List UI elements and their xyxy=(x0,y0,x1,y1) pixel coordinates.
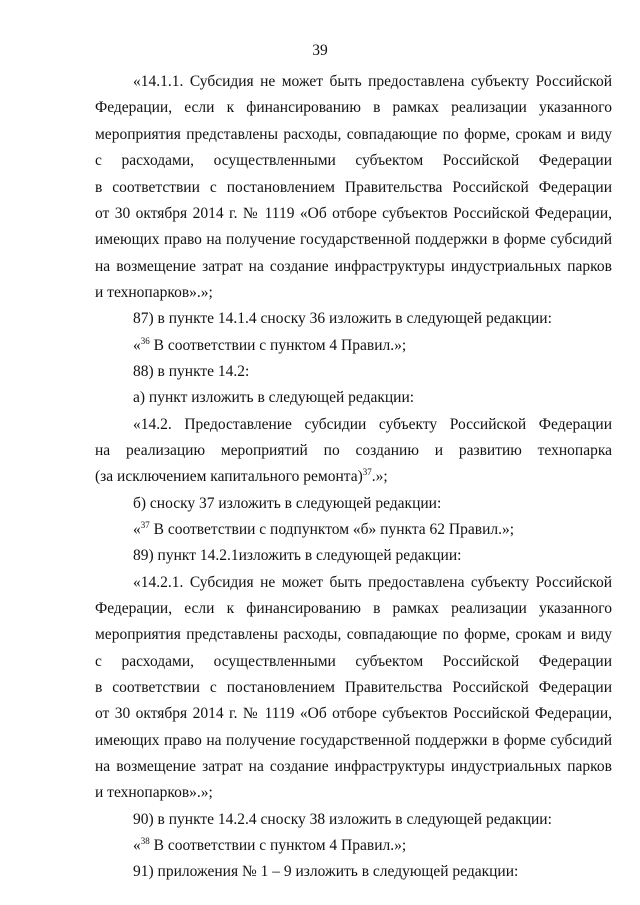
footnote-marker: 37 xyxy=(362,466,372,477)
footnote-line xyxy=(133,336,612,356)
paragraph-line: с расходами, осуществленными субъектом Российской Федерации xyxy=(95,152,612,169)
footnote-text: В соответствии с подпунктом «б» пункта 62 Правил.»; xyxy=(149,521,515,538)
paragraph-line: а) пункт изложить в следующей редакции: xyxy=(133,389,415,406)
paragraph-line: «14.1.1. Субсидия не может быть предоставлена субъекту Российской xyxy=(133,73,612,90)
paragraph-line: на возмещение затрат на создание инфраструктуры индустриальных парков xyxy=(95,258,612,275)
paragraph-line: имеющих право на получение государственной поддержки в форме субсидий xyxy=(95,732,612,749)
paragraph-line: «14.2.1. Субсидия не может быть предоставлена субъекту Российской xyxy=(133,574,612,591)
paragraph-line: в соответствии с постановлением Правительства Российской Федерации xyxy=(95,179,612,196)
footnote-open-quote: « xyxy=(133,837,141,854)
paragraph-line: и технопарков».»; xyxy=(95,284,213,301)
paragraph-text: (за исключением капитального ремонта) xyxy=(95,468,363,485)
paragraph-line: 88) в пункте 14.2: xyxy=(133,363,250,380)
paragraph-line: 90) в пункте 14.2.4 сноску 38 изложить в следующей редакции: xyxy=(133,811,552,828)
paragraph-line: от 30 октября 2014 г. № 1119 «Об отборе субъектов Российской Федерации, xyxy=(95,205,612,222)
paragraph-line: в соответствии с постановлением Правительства Российской Федерации xyxy=(95,679,612,696)
paragraph-line: 89) пункт 14.2.1изложить в следующей редакции: xyxy=(133,547,462,564)
paragraph-line: 87) в пункте 14.1.4 сноску 36 изложить в следующей редакции: xyxy=(133,310,552,327)
footnote-marker: 36 xyxy=(140,335,150,346)
footnote-line xyxy=(133,520,612,540)
paragraph-line: на реализацию мероприятий по созданию и развитию технопарка xyxy=(95,442,612,459)
paragraph-line: имеющих право на получение государственной поддержки в форме субсидий xyxy=(95,231,612,248)
footnote-line xyxy=(133,836,612,856)
page-number: 39 xyxy=(312,42,328,59)
paragraph-line: Федерации, если к финансированию в рамках реализации указанного xyxy=(95,600,612,617)
paragraph-line xyxy=(95,467,612,487)
footnote-text: В соответствии с пунктом 4 Правил.»; xyxy=(149,837,407,854)
paragraph-line: на возмещение затрат на создание инфраструктуры индустриальных парков xyxy=(95,758,612,775)
paragraph-line: 91) приложения № 1 – 9 изложить в следующей редакции: xyxy=(133,863,519,880)
footnote-marker: 37 xyxy=(140,519,150,530)
footnote-open-quote: « xyxy=(133,337,141,354)
paragraph-line: и технопарков».»; xyxy=(95,784,213,801)
footnote-open-quote: « xyxy=(133,521,141,538)
paragraph-line: с расходами, осуществленными субъектом Российской Федерации xyxy=(95,653,612,670)
paragraph-line: Федерации, если к финансированию в рамках реализации указанного xyxy=(95,99,612,116)
footnote-marker: 38 xyxy=(140,835,150,846)
footnote-text: В соответствии с пунктом 4 Правил.»; xyxy=(149,337,407,354)
paragraph-text-end: .»; xyxy=(371,468,388,485)
paragraph-line: мероприятия представлены расходы, совпадающие по форме, срокам и виду xyxy=(95,126,612,143)
paragraph-line: б) сноску 37 изложить в следующей редакции: xyxy=(133,495,442,512)
paragraph-line: от 30 октября 2014 г. № 1119 «Об отборе субъектов Российской Федерации, xyxy=(95,705,612,722)
paragraph-line: мероприятия представлены расходы, совпадающие по форме, срокам и виду xyxy=(95,626,612,643)
paragraph-line: «14.2. Предоставление субсидии субъекту Российской Федерации xyxy=(133,416,612,433)
